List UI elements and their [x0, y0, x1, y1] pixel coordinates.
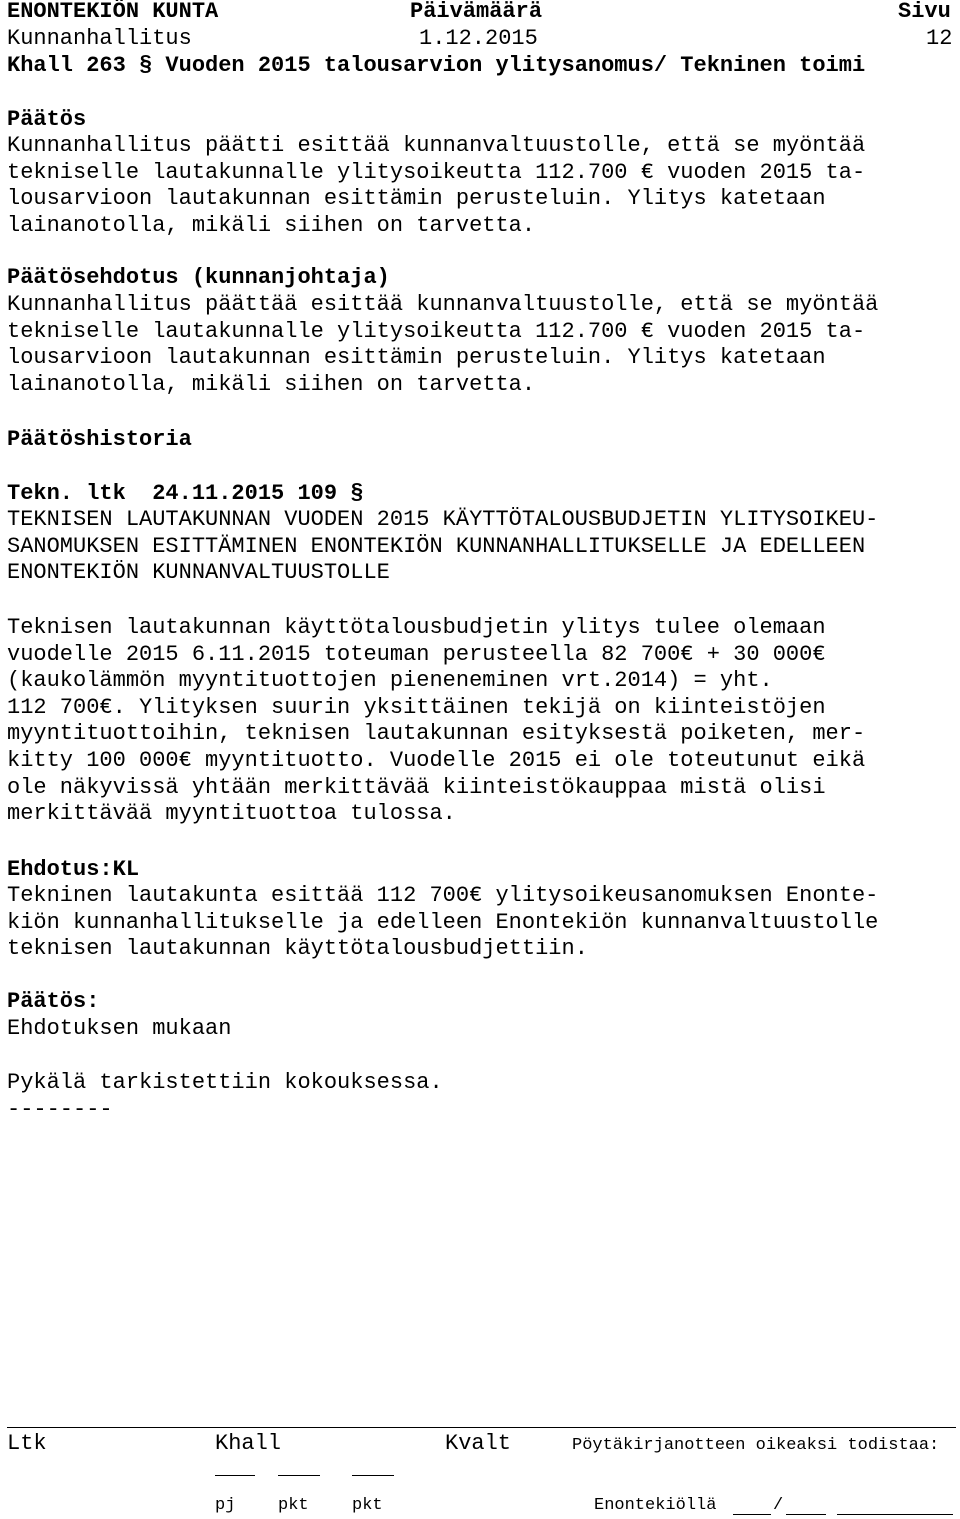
proposal-line: lainanotolla, mikäli siihen on tarvetta. [7, 371, 536, 397]
decision-heading: Päätös [7, 107, 87, 132]
decision-line: lainanotolla, mikäli siihen on tarvetta. [7, 212, 536, 238]
footer-date-slash: / [773, 1496, 784, 1515]
history-line: myyntituottoihin, teknisen lautakunnan esityksestä poiketen, mer- [7, 721, 866, 747]
caps-line: ENONTEKIÖN KUNNANVALTUUSTOLLE [7, 560, 390, 586]
header-page-label: Sivu [898, 0, 951, 24]
history-line: kitty 100 000€ myyntituotto. Vuodelle 2015 ei ole toteutunut eikä [7, 747, 866, 773]
header-date-label: Päivämäärä [410, 0, 543, 24]
footer-pkt-1: pkt [278, 1496, 309, 1515]
footer-place: Enontekiöllä [594, 1496, 717, 1515]
history-line: ole näkyvissä yhtään merkittävää kiinteistökauppaa mistä olisi [7, 774, 826, 800]
history-line: (kaukolämmön myyntituottojen pieneneminen vrt.2014) = yht. [7, 668, 773, 694]
day-blank[interactable] [733, 1514, 771, 1515]
footer-kvalt: Kvalt [445, 1431, 512, 1456]
proposal-text [7, 292, 878, 398]
proposal-line: lousarvioon lautakunnan esittämin perusteluin. Ylitys katetaan [7, 345, 826, 371]
signature-blank[interactable] [837, 1514, 953, 1515]
caps-line: SANOMUKSEN ESITTÄMINEN ENONTEKIÖN KUNNANHALLITUKSELLE JA EDELLEEN [7, 533, 866, 559]
kl-proposal-text [7, 883, 878, 963]
history-line: vuodelle 2015 6.11.2015 toteuman perusteella 82 700€ + 30 000€ [7, 641, 826, 667]
separator-dashes: -------- [7, 1097, 113, 1122]
history-reference: Tekn. ltk 24.11.2015 109 § [7, 481, 364, 506]
decision-line: lousarvioon lautakunnan esittämin perusteluin. Ylitys katetaan [7, 186, 826, 212]
kl-decision-heading: Päätös: [7, 989, 100, 1014]
kl-proposal-line: kiön kunnanhallitukselle ja edelleen Enontekiön kunnanvaltuustolle [7, 909, 879, 935]
checked-note: Pykälä tarkistettiin kokouksessa. [7, 1070, 443, 1095]
footer-certify-label: Pöytäkirjanotteen oikeaksi todistaa: [572, 1436, 940, 1455]
decision-text [7, 133, 865, 239]
history-line: Teknisen lautakunnan käyttötalousbudjetin ylitys tulee olemaan [7, 615, 826, 640]
proposal-heading: Päätösehdotus (kunnanjohtaja) [7, 265, 390, 290]
header-org: ENONTEKIÖN KUNTA [7, 0, 219, 24]
header-body: Kunnanhallitus [7, 26, 192, 51]
history-caps-title [7, 507, 878, 587]
history-heading: Päätöshistoria [7, 427, 192, 452]
kl-proposal-line: Tekninen lautakunta esittää 112 700€ ylitysoikeusanomuksen Enonte- [7, 883, 879, 908]
proposal-line: Kunnanhallitus päättää esittää kunnanvaltuustolle, että se myöntää [7, 292, 879, 317]
footer-ltk: Ltk [7, 1431, 47, 1456]
month-blank[interactable] [786, 1514, 826, 1515]
kl-proposal-heading: Ehdotus:KL [7, 857, 140, 882]
decision-line: tekniselle lautakunnalle ylitysoikeutta 112.700 € vuoden 2015 ta- [7, 159, 866, 185]
history-line: merkittävää myyntituottoa tulossa. [7, 801, 456, 827]
proposal-line: tekniselle lautakunnalle ylitysoikeutta 112.700 € vuoden 2015 ta- [7, 318, 866, 344]
header-date: 1.12.2015 [419, 26, 538, 51]
footer-rule [7, 1427, 956, 1428]
history-line: 112 700€. Ylityksen suurin yksittäinen tekijä on kiinteistöjen [7, 694, 826, 720]
pj-signature-line [215, 1475, 255, 1476]
footer-khall: Khall [215, 1431, 282, 1456]
kl-decision-text: Ehdotuksen mukaan [7, 1016, 232, 1041]
kl-proposal-line: teknisen lautakunnan käyttötalousbudjettiin. [7, 936, 588, 962]
caps-line: TEKNISEN LAUTAKUNNAN VUODEN 2015 KÄYTTÖTALOUSBUDJETIN YLITYSOIKEU- [7, 507, 879, 532]
footer-pj: pj [215, 1496, 236, 1515]
decision-line: Kunnanhallitus päätti esittää kunnanvaltuustolle, että se myöntää [7, 133, 866, 158]
section-title: Khall 263 § Vuoden 2015 talousarvion ylitysanomus/ Tekninen toimi [7, 53, 866, 78]
pkt2-signature-line [352, 1475, 394, 1476]
header-page-number: 12 [926, 26, 953, 51]
footer-pkt-2: pkt [352, 1496, 383, 1515]
pkt1-signature-line [278, 1475, 320, 1476]
history-body [7, 615, 865, 828]
